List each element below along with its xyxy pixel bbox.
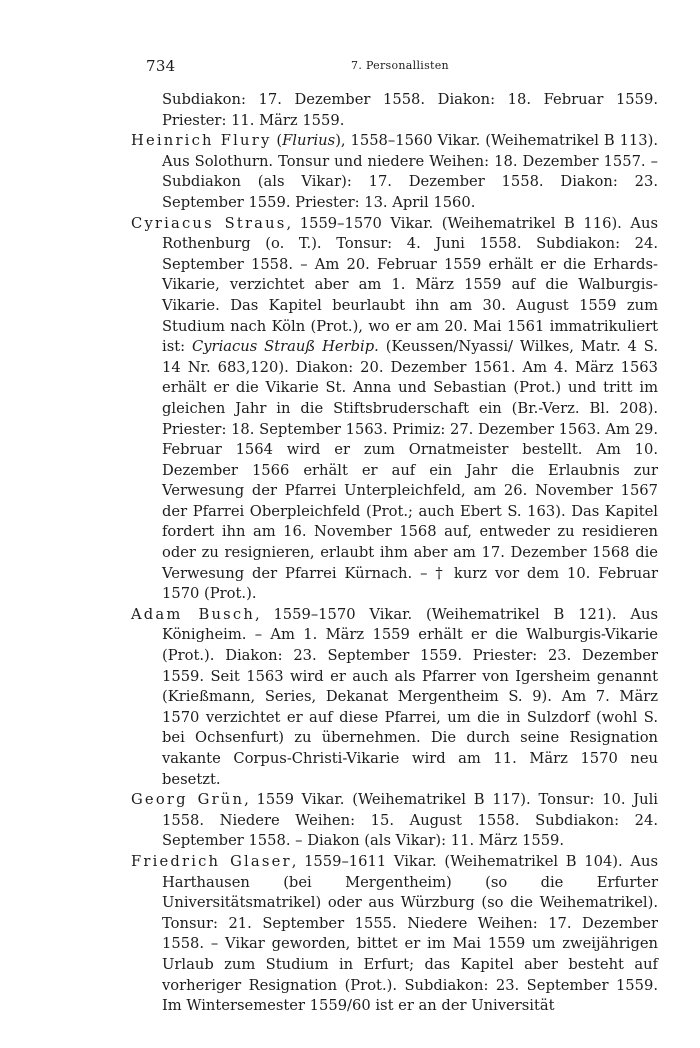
entry-cyriacus-straus <box>131 214 658 605</box>
entry-text: ), 1558–1560 Vikar. (Weihematrikel B 113). Aus Solothurn. Tonsur und niedere Weihen: 18. Dezember 1557. – Subdiakon (als Vikar): 17. Dezember 1558. Diakon: 23. September 1559. Priester: 13. April 1560. <box>162 132 659 211</box>
entry-italic: Flurius <box>282 132 336 150</box>
running-head: 7. Personallisten <box>351 59 449 72</box>
entry-heinrich-flury <box>131 131 658 213</box>
person-name: Heinrich Flury <box>131 132 272 150</box>
entry-continuation <box>131 90 658 131</box>
entry-text-pre: , 1559–1611 Vikar. (Weihematrikel B 104). Aus Harthausen (bei Mergentheim) (so die Erfurter Universitätsmatrikel) oder aus Würzburg (so die Weihematrikel). Tonsur: 21. September 1555. Niedere Weihen: 17. Dezember 1558. – Vikar geworden, bittet er im Mai 1559 um zweijährigen Urlaub zum Studium in Erfurt; das Kapitel aber besteht auf vorheriger Resignation (Prot.). Subdiakon: 23. September 1559. Im Wintersemester 1559/60 ist er an der Universität <box>162 852 658 1015</box>
person-name: Adam Busch <box>131 605 255 623</box>
entry-friedrich-glaser <box>131 852 658 1017</box>
entry-text-pre: , 1559–1570 Vikar. (Weihematrikel B 116). Aus Rothenburg (o. T.). Tonsur: 4. Juni 1558. Subdiakon: 24. September 1558. – Am 20. Februar 1559 erhält er die Erhards-Vikarie, verzichtet aber am 1. März 1559 auf die Walburgis-Vikarie. Das Kapitel beurlaubt ihn am 30. August 1559 zum Studium nach Köln (Prot.), wo er am 20. Mai 1561 immatrikuliert ist: <box>162 214 658 356</box>
entry-georg-gruen <box>131 790 658 852</box>
person-name: Friedrich Glaser <box>131 852 292 870</box>
body-text <box>131 90 658 1017</box>
entry-text: (Keussen/Nyassi/ Wilkes, Matr. 4 S. 14 Nr. 683,120). Diakon: 20. Dezember 1561. Am 4. März 1563 erhält er die Vikarie St. Anna und Sebastian (Prot.) und tritt im gleichen Jahr in die Stiftsbruderschaft ein (Br.-Verz. Bl. 208). Priester: 18. September 1563. Primiz: 27. Dezember 1563. Am 29. Februar 1564 wird er zum Ornatmeister bestellt. Am 10. Dezember 1566 erhält er auf ein Jahr die Erlaubnis zur Verwesung der Pfarrei Unterpleichfeld, am 26. November 1567 der Pfarrei Oberpleichfeld (Prot.; auch Ebert S. 163). Das Kapitel fordert ihn am 16. November 1568 auf, entweder zu residieren oder zu resignieren, erlaubt ihm aber am 17. Dezember 1568 die Verwesung der Pfarrei Kürnach. – † kurz vor dem 10. Februar 1570 (Prot.). <box>162 338 658 603</box>
entry-italic: Cyriacus Strauß Herbip. <box>192 338 379 356</box>
entry-text-pre: , 1559 Vikar. (Weihematrikel B 117). Tonsur: 10. Juli 1558. Niedere Weihen: 15. August 1558. Subdiakon: 24. September 1558. – Diakon (als Vikar): 11. März 1559. <box>162 791 658 850</box>
person-name: Georg Grün <box>131 791 245 809</box>
person-name: Cyriacus Straus <box>131 214 287 232</box>
entry-text-pre: ( <box>271 132 283 150</box>
page-number: 734 <box>146 57 176 75</box>
entry-text: Subdiakon: 17. Dezember 1558. Diakon: 18. Februar 1559. Priester: 11. März 1559. <box>162 91 658 129</box>
entry-adam-busch <box>131 605 658 790</box>
entry-text-pre: , 1559–1570 Vikar. (Weihematrikel B 121). Aus Königheim. – Am 1. März 1559 erhält er die Walburgis-Vikarie (Prot.). Diakon: 23. September 1559. Priester: 23. Dezember 1559. Seit 1563 wird er auch als Pfarrer von Igersheim genannt (Krießmann, Series, Dekanat Mergentheim S. 9). Am 7. März 1570 verzichtet er auf diese Pfarrei, um die in Sulzdorf (wohl S. bei Ochsenfurt) zu übernehmen. Die durch seine Resignation vakante Corpus-Christi-Vikarie wird am 11. März 1570 neu besetzt. <box>162 605 658 788</box>
